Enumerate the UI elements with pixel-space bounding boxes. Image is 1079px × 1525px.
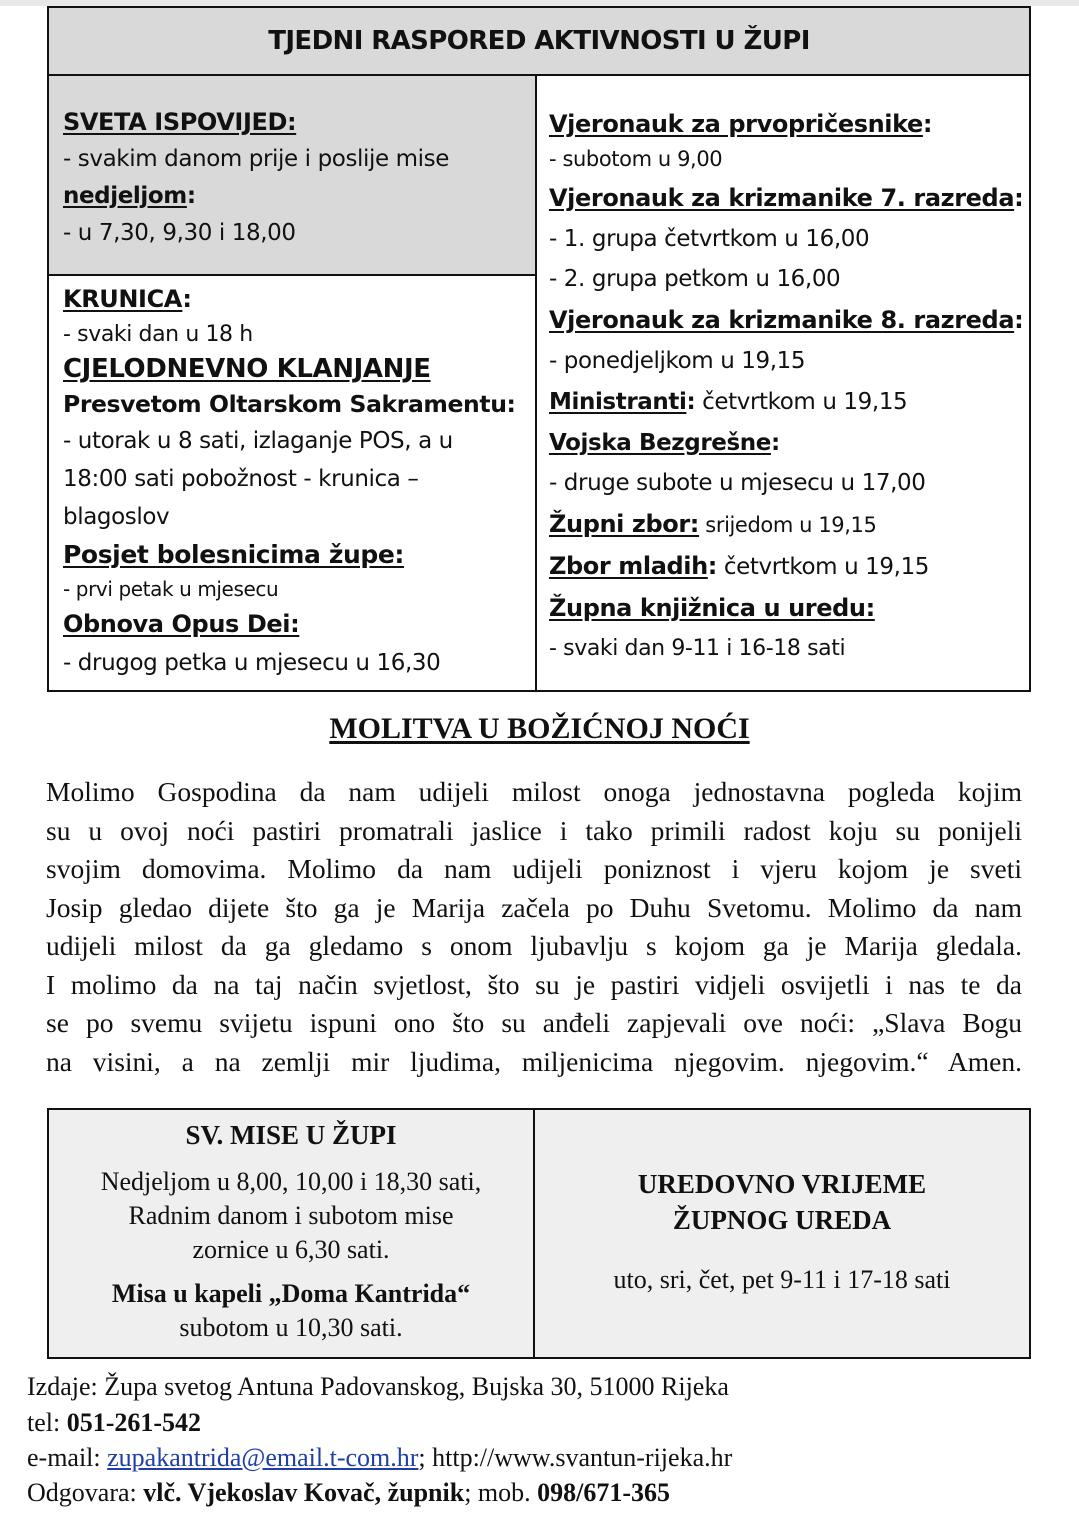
confirmation7-heading: Vjeronauk za krizmanike 7. razreda [549,184,1015,212]
sick-visit-line: - prvi petak u mjesecu [63,577,279,601]
first-communion-line: - subotom u 9,00 [549,147,723,171]
confirmation7-line2: - 2. grupa petkom u 16,00 [549,266,841,292]
first-communion-heading: Vjeronauk za prvopričesnike [549,110,923,138]
left-activities-cell [49,276,537,690]
weekly-schedule-table [47,6,1031,692]
prayer-line: su u ovoj noći pastiri promatrali jaslice i tako primili radost koju su ponijeli [46,814,1022,846]
sunday-colon: : [186,183,196,209]
confession-heading: SVETA ISPOVIJED: [63,108,297,136]
legion-line: - druge subote u mjesecu u 17,00 [549,470,926,496]
legion-heading: Vojska Bezgrešne [549,430,771,456]
prayer-line: na visini, a na zemlji mir ljudima, miljenicima njegovim. njegovim.“ Amen. [46,1045,1022,1077]
office-hours: uto, sri, čet, pet 9-11 i 17-18 sati [613,1265,951,1294]
publisher-line: Izdaje: Župa svetog Antuna Padovanskog, Bujska 30, 51000 Rijeka [27,1372,729,1401]
opus-dei-line: - drugog petka u mjesecu u 16,30 [63,650,441,676]
prayer-line: udijeli milost da ga gledamo s onom ljubavlju s kojom ga je Marija gledala. [46,930,1022,961]
rosary-colon: : [182,285,192,313]
schedule-title: TJEDNI RASPORED AKTIVNOSTI U ŽUPI [268,26,810,56]
editor-name: vlč. Vjekoslav Kovač, župnik [143,1478,465,1507]
prayer-title-text: MOLITVA U BOŽIĆNOJ NOĆI [329,712,750,745]
prayer-line: svojim domovima. Molimo da nam udijeli poniznost i vjeru kojom je sveti [46,853,1022,884]
parish-choir-time: srijedom u 19,15 [699,513,877,537]
parish-choir-heading: Župni zbor: [549,510,700,538]
adoration-subheading: Presvetom Oltarskom Sakramentu: [63,390,516,418]
youth-choir-time: četvrtkom u 19,15 [717,554,930,580]
prayer-title [0,712,1079,746]
prayer-text [46,773,1022,1081]
altar-servers-heading: Ministranti [549,389,687,415]
prayer-line: Josip gledao dijete što ga je Marija začela po Duhu Svetomu. Molimo da nam [46,891,1022,923]
youth-choir-heading: Zbor mladih [549,552,708,580]
office-title-line2: ŽUPNOG UREDA [672,1205,892,1235]
masses-office-table [47,1108,1031,1359]
schedule-header [49,8,1029,76]
legion-colon: : [770,430,780,456]
tel-label: tel: [27,1408,67,1437]
altar-servers-time: četvrtkom u 19,15 [695,389,908,415]
email-label: e-mail: [27,1443,108,1472]
sick-visit-heading: Posjet bolesnicima župe: [63,540,405,569]
confirmation8-colon: : [1014,306,1024,334]
editor-line [27,1478,670,1508]
altar-servers-colon: : [686,389,696,415]
masses-line3: zornice u 6,30 sati. [192,1235,390,1264]
opus-dei-heading: Obnova Opus Dei: [63,610,300,638]
adoration-line1: - utorak u 8 sati, izlaganje POS, a u [63,428,453,454]
youth-choir-colon: : [707,552,717,580]
confirmation7-colon: : [1014,184,1024,212]
tel-line [27,1408,201,1438]
office-title-line1: UREDOVNO VRIJEME [637,1169,927,1199]
confession-cell [49,76,537,276]
adoration-line2: 18:00 sati pobožnost - krunica – [63,466,419,492]
confession-line: - svakim danom prije i poslije mise [63,146,449,172]
rosary-line: - svaki dan u 18 h [63,322,253,347]
editor-label: Odgovara: [27,1478,144,1507]
first-communion-colon: : [922,110,933,138]
masses-line1: Nedjeljom u 8,00, 10,00 i 18,30 sati, [100,1167,482,1196]
masses-cell [49,1110,535,1357]
sunday-times: - u 7,30, 9,30 i 18,00 [63,220,296,246]
confirmation7-line1: - 1. grupa četvrtkom u 16,00 [549,226,870,252]
adoration-line3: blagoslov [63,504,170,530]
prayer-line: Molimo Gospodina da nam udijeli milost onoga jednostavna pogleda kojim [46,776,1022,807]
sunday-heading: nedjeljom [63,183,187,209]
confirmation8-line: - ponedjeljkom u 19,15 [549,348,806,374]
tel-number: 051-261-542 [66,1408,202,1437]
confirmation8-heading: Vjeronauk za krizmanike 8. razreda [549,306,1015,334]
masses-title: SV. MISE U ŽUPI [185,1120,397,1150]
mob-number: 098/671-365 [537,1478,671,1507]
masses-line2: Radnim danom i subotom mise [128,1201,454,1230]
library-heading: Župna knjižnica u uredu: [549,594,875,622]
office-cell [535,1110,1029,1357]
contact-line [27,1443,732,1473]
chapel-line: subotom u 10,30 sati. [179,1313,403,1342]
prayer-line: se po svemu svijetu ispuni ono što su anđeli zapjevali ove noći: „Slava Bogu [46,1007,1022,1038]
email-link[interactable]: zupakantrida@email.t-com.hr [107,1443,419,1472]
right-activities-cell [537,76,1029,690]
chapel-title: Misa u kapeli „Doma Kantrida“ [111,1279,471,1308]
rosary-heading: KRUNICA [63,285,183,313]
prayer-line: I molimo da na taj način svjetlost, što su je pastiri vidjeli osvijetli i nas te da [46,968,1022,1000]
library-line: - svaki dan 9-11 i 16-18 sati [549,636,846,661]
mob-label: ; mob. [464,1478,538,1507]
website-text: ; http://www.svantun-rijeka.hr [418,1443,733,1472]
adoration-heading: CJELODNEVNO KLANJANJE [63,354,431,384]
